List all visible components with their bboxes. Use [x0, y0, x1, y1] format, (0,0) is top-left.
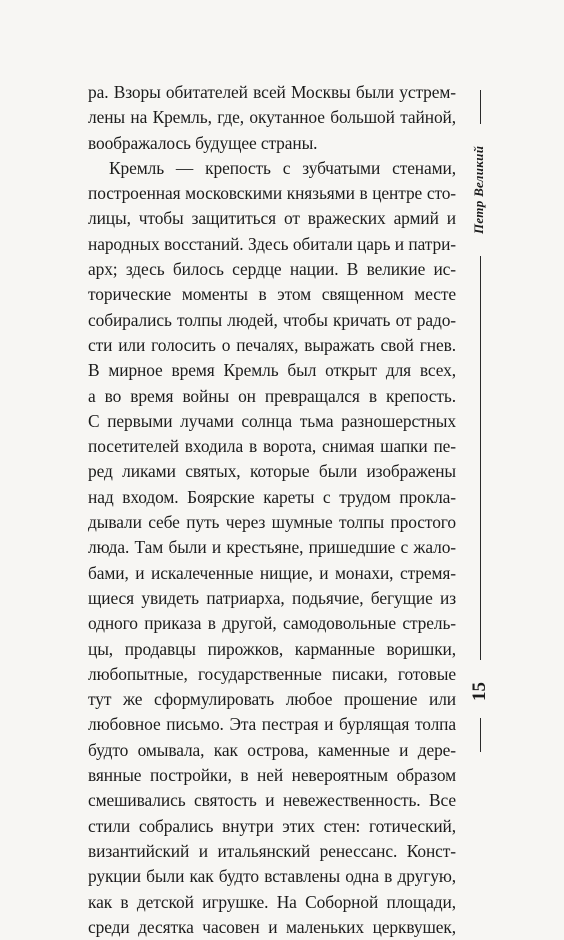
page-number: 15 — [469, 682, 490, 702]
text-line: среди десятка часовен и маленьких церквушек, — [88, 916, 456, 937]
text-line: воображалось будущее страны. — [88, 132, 318, 153]
page-margin-column — [469, 90, 489, 752]
text-line: над входом. Боярские кареты с трудом прокла- — [88, 486, 456, 507]
text-line: В мирное время Кремль был открыт для всех, — [88, 360, 456, 381]
text-line: одного приказа в другой, самодовольные стрель- — [88, 613, 456, 634]
text-line: любопытные, государственные писаки, готовые — [88, 663, 456, 684]
text-line: стили собрались внутри этих стен: готический, — [88, 815, 456, 836]
running-title: Петр Великий — [471, 145, 486, 235]
text-line: Кремль — крепость с зубчатыми стенами, — [109, 157, 456, 178]
text-line: смешивались святость и невежественность. Все — [88, 790, 456, 811]
text-line: собирались толпы людей, чтобы кричать от радо- — [88, 309, 456, 330]
body-text — [88, 80, 456, 940]
divider-rule-bottom — [480, 718, 481, 752]
text-line: посетителей входила в ворота, снимая шапки пе- — [88, 436, 456, 457]
text-line: вянные постройки, в ней невероятным образом — [88, 765, 456, 786]
text-line: будто омывала, как острова, каменные и дере- — [88, 739, 456, 760]
text-line: византийский и итальянский ренессанс. Конст- — [88, 840, 456, 861]
text-line: построенная московскими князьями в центре сто- — [88, 183, 456, 204]
text-line: торические моменты в этом священном месте — [88, 284, 456, 305]
divider-rule-middle — [480, 256, 481, 660]
text-line: лены на Кремль, где, окутанное большой тайной, — [88, 107, 456, 128]
text-line: как в детской игрушке. На Соборной площади, — [88, 891, 456, 912]
text-line: арх; здесь билось сердце нации. В великие ис- — [88, 259, 456, 280]
text-line: лицы, чтобы защититься от вражеских армий и — [88, 208, 456, 229]
text-line: а во время войны он превращался в крепость. — [88, 385, 456, 406]
text-line: любовное письмо. Эта пестрая и бурлящая толпа — [88, 714, 456, 735]
text-line: ра. Взоры обитателей всей Москвы были устрем- — [88, 82, 456, 102]
text-line: ред ликами святых, которые были изображены — [88, 461, 456, 482]
text-line: бами, и искалеченные нищие, и монахи, стремя- — [88, 562, 456, 583]
divider-rule-top — [480, 90, 481, 124]
text-line: сти или голосить о печалях, выражать свой гнев. — [88, 334, 456, 355]
text-line: щиеся увидеть патриарха, подьячие, бегущие из — [88, 587, 456, 608]
text-line: люда. Там были и крестьяне, пришедшие с жало- — [88, 537, 456, 558]
text-line: цы, продавцы пирожков, карманные воришки, — [88, 638, 456, 659]
text-line: рукции были как будто вставлены одна в другую, — [88, 866, 456, 887]
text-line: тут же сформулировать любое прошение или — [88, 689, 456, 710]
text-line: народных восстаний. Здесь обитали царь и патри- — [88, 233, 456, 254]
text-line: дывали себе путь через шумные толпы простого — [88, 512, 456, 533]
text-line: С первыми лучами солнца тьма разношерстных — [88, 410, 456, 431]
